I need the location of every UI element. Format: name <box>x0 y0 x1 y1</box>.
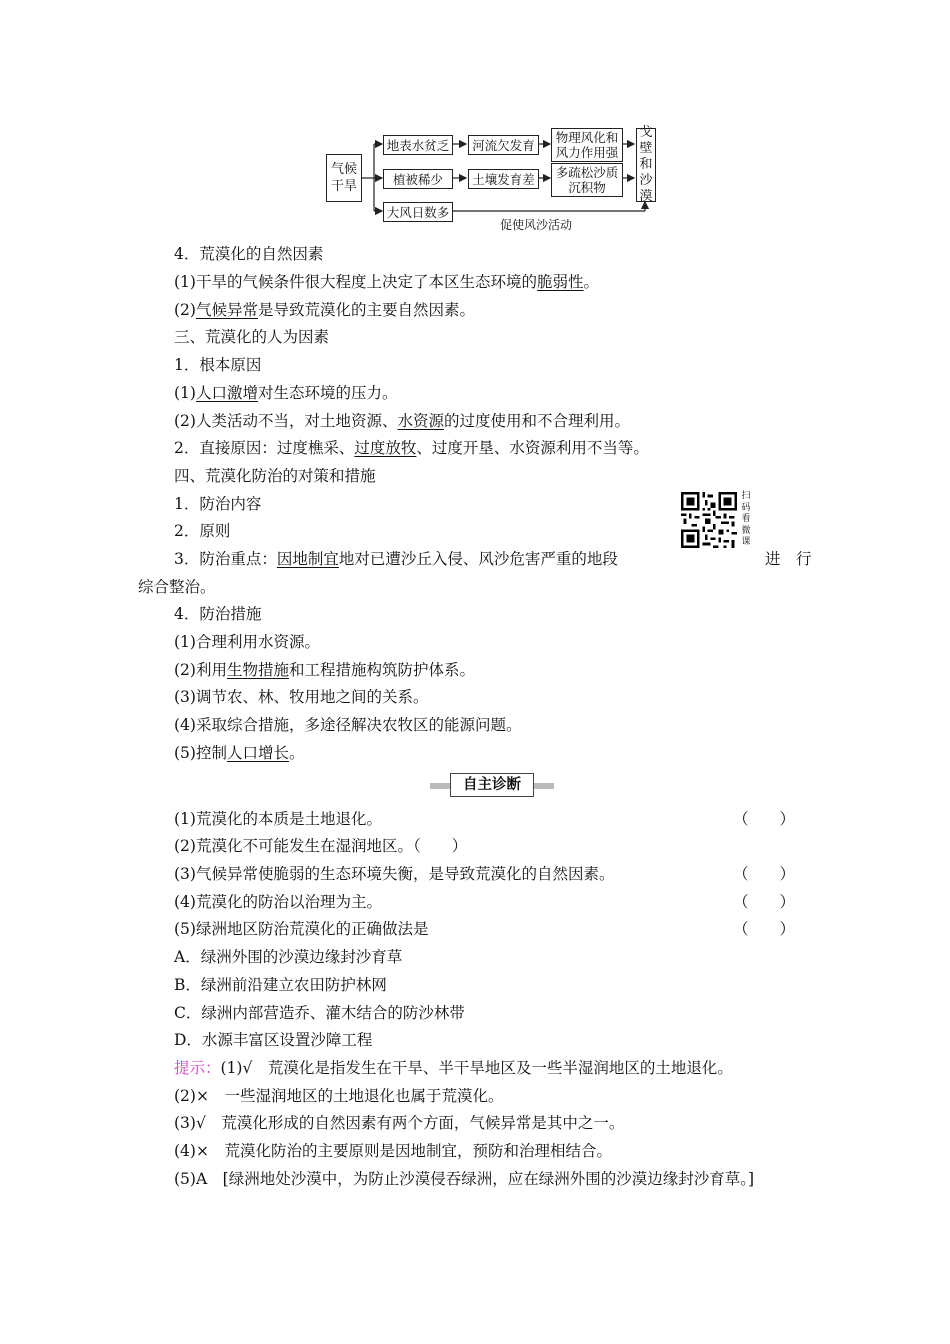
option-d: D．水源丰富区设置沙障工程 <box>174 1031 373 1049</box>
measure-3: (3)调节农、林、牧用地之间的关系。 <box>174 688 429 706</box>
text: 、过度开垦、水资源利用不当等。 <box>416 439 649 457</box>
weathering-box <box>551 128 623 162</box>
vegetation-label: 植被稀少 <box>392 171 443 187</box>
question-2: (2)荒漠化不可能发生在湿润地区。（ ） <box>174 837 468 855</box>
climate-label: 气候干旱 <box>330 162 357 194</box>
line-focus <box>174 549 618 569</box>
wind-sand-label: 促使风沙活动 <box>500 218 573 232</box>
river-box <box>468 135 539 155</box>
principle: 2．原则 <box>174 522 231 540</box>
root-cause-heading: 1．根本原因 <box>174 356 262 374</box>
blank-answer: 生物措施 <box>226 661 289 679</box>
countermeasures-heading: 四、荒漠化防治的对策和措施 <box>174 467 376 485</box>
answer-4: (4)× 荒漠化防治的主要原则是因地制宜，预防和治理相结合。 <box>174 1142 612 1160</box>
wind-days-box <box>383 202 453 222</box>
blank-answer: 过度放牧 <box>354 439 417 457</box>
qr-label: 扫码看微课 <box>741 491 751 547</box>
text: 2．直接原因：过度樵采、 <box>174 439 355 457</box>
line-water <box>174 411 630 431</box>
human-factors-heading: 三、荒漠化的人为因素 <box>174 328 330 346</box>
soil-box <box>468 169 539 189</box>
surface-water-label: 地表水贫乏 <box>386 137 450 153</box>
answer-text: (1)√ 荒漠化是指发生在干旱、半干旱地区及一些半湿润地区的土地退化。 <box>220 1059 733 1077</box>
line-population <box>174 383 398 403</box>
text: 的过度使用和不合理利用。 <box>443 412 630 430</box>
answer-1 <box>174 1058 733 1078</box>
measure-1: (1)合理利用水资源。 <box>174 633 320 651</box>
measure-5 <box>174 743 305 763</box>
section-title: 自主诊断 <box>450 773 534 797</box>
line-direct-cause <box>174 438 649 458</box>
question-3: (3)气候异常使脆弱的生态环境失衡，是导致荒漠化的自然因素。 <box>174 865 615 883</box>
text: 地对已遭沙丘入侵、风沙危害严重的地段 <box>338 550 618 568</box>
answer-paren-4[interactable]: （ ） <box>733 893 796 911</box>
banner-bar-left <box>430 783 452 789</box>
blank-answer: 人口增长 <box>226 744 289 762</box>
blank-answer: 脆弱性 <box>536 273 584 291</box>
blank-answer: 气候异常 <box>195 301 258 319</box>
river-label: 河流欠发育 <box>472 137 535 153</box>
desert-label: 戈壁和沙漠 <box>639 125 653 204</box>
option-b: B．绿洲前沿建立农田防护林网 <box>174 976 387 994</box>
desert-box <box>636 125 656 204</box>
banner-bar-right <box>532 783 554 789</box>
soil-label: 土壤发育差 <box>472 171 535 187</box>
blank-answer: 因地制宜 <box>276 550 339 568</box>
answer-5: (5)A [绿洲地处沙漠中，为防止沙漠侵吞绿洲，应在绿洲外围的沙漠边缘封沙育草。] <box>174 1170 754 1188</box>
weathering-label: 物理风化和风力作用强 <box>555 130 619 160</box>
answer-2: (2)× 一些湿润地区的土地退化也属于荒漠化。 <box>174 1087 504 1105</box>
answer-3: (3)√ 荒漠化形成的自然因素有两个方面，气候异常是其中之一。 <box>174 1114 625 1132</box>
option-c: C．绿洲内部营造乔、灌木结合的防沙林带 <box>174 1004 465 1022</box>
option-a: A．绿洲外围的沙漠边缘封沙育草 <box>174 948 403 966</box>
section-banner <box>430 772 554 798</box>
text: (1)干旱的气候条件很大程度上决定了本区生态环境的 <box>174 273 537 291</box>
qr-code[interactable] <box>681 492 737 548</box>
answer-paren-3[interactable]: （ ） <box>733 865 796 883</box>
answer-paren-5[interactable]: （ ） <box>733 920 796 938</box>
surface-water-box <box>383 135 453 155</box>
wind-days-label: 大风日数多 <box>386 204 450 220</box>
line-fragility <box>174 272 599 292</box>
text: 和工程措施构筑防护体系。 <box>288 661 475 679</box>
text: 对生态环境的压力。 <box>257 384 398 402</box>
text: 3．防治重点： <box>174 550 277 568</box>
natural-factors-heading: 4．荒漠化的自然因素 <box>174 245 324 263</box>
text: 。 <box>583 273 599 291</box>
flow-diagram <box>322 126 662 234</box>
text: (2)人类活动不当，对土地资源、 <box>174 412 398 430</box>
line-focus-cont: 综合整治。 <box>138 578 216 596</box>
blank-answer: 人口激增 <box>195 384 258 402</box>
line-climate-anomaly <box>174 300 475 320</box>
blank-answer: 水资源 <box>397 412 444 430</box>
vegetation-box <box>383 169 453 189</box>
prevention-content: 1．防治内容 <box>174 495 262 513</box>
measures-heading: 4．防治措施 <box>174 605 262 623</box>
text: (2)利用 <box>174 661 227 679</box>
measure-2 <box>174 660 475 680</box>
measure-4: (4)采取综合措施，多途径解决农牧区的能源问题。 <box>174 716 522 734</box>
text: (1) <box>174 384 196 402</box>
question-1: (1)荒漠化的本质是土地退化。 <box>174 810 382 828</box>
line-focus-end: 进 行 <box>765 550 812 568</box>
tip-label: 提示： <box>174 1059 221 1077</box>
answer-paren-1[interactable]: （ ） <box>733 810 796 828</box>
sediment-label: 多疏松沙质沉积物 <box>555 165 619 195</box>
sediment-box <box>551 163 623 197</box>
text: 。 <box>288 744 305 762</box>
question-4: (4)荒漠化的防治以治理为主。 <box>174 893 382 911</box>
text: (5)控制 <box>174 744 227 762</box>
climate-box <box>326 154 362 202</box>
question-5: (5)绿洲地区防治荒漠化的正确做法是 <box>174 920 429 938</box>
text: (2) <box>174 301 196 319</box>
text: 是导致荒漠化的主要自然因素。 <box>257 301 475 319</box>
